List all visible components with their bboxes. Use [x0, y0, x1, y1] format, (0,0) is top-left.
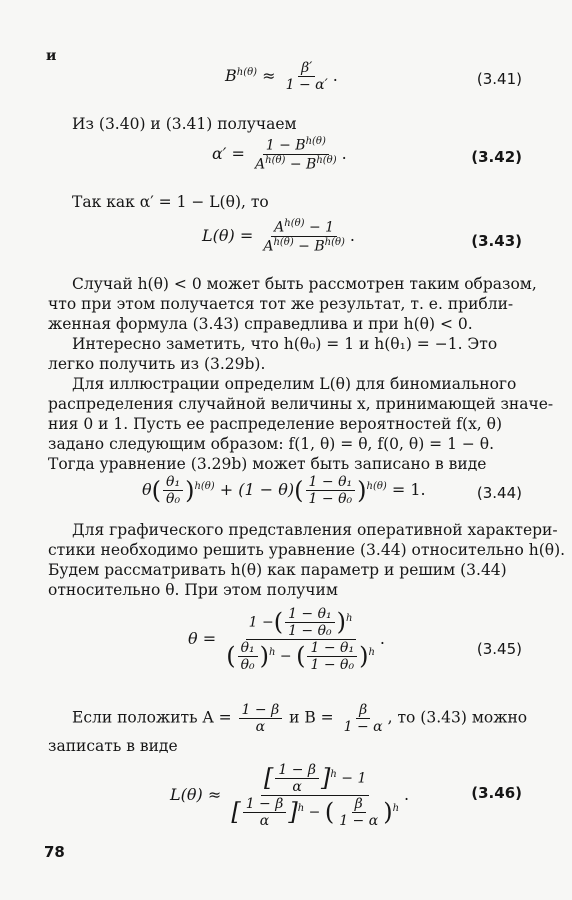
- eq344-f2-num: 1 − θ₁: [306, 474, 356, 491]
- eq342-fraction: [252, 136, 340, 173]
- p7-B-num: β: [356, 702, 370, 719]
- eq345-den-paren-close-2: ): [359, 641, 369, 670]
- eq344-fraction-2: [306, 474, 356, 507]
- eq346-num-a-den: α: [292, 779, 302, 796]
- eq346-fraction: [228, 762, 402, 829]
- eq344-rhs: = 1.: [386, 480, 426, 500]
- p7-A-den: α: [255, 719, 266, 736]
- p7-B-fraction: [341, 702, 386, 735]
- paragraph-2: Так как α′ = 1 − L(θ), то: [72, 193, 269, 211]
- paragraph-1: Из (3.40) и (3.41) получаем: [72, 115, 297, 133]
- eq345-num-sup: h: [346, 612, 353, 624]
- eq343-den-b-sup: h(θ): [324, 236, 345, 248]
- eq341-lhs: B: [225, 66, 237, 86]
- paragraph-3-line-2: что при этом получается тот же результат, т. е. прибли-: [48, 295, 514, 313]
- eq344-paren-open-2: (: [294, 476, 304, 505]
- eq343-num: [271, 218, 337, 237]
- eq346-den-paren-close: ): [383, 797, 393, 826]
- eq346-num-bracket-open: [: [263, 763, 274, 792]
- paragraph-7: [72, 702, 527, 735]
- paragraph-5-line-1: Для иллюстрации определим L(θ) для биномиального: [72, 375, 517, 393]
- eq346-lhs: L(θ) ≈: [170, 785, 222, 805]
- eq346-num-sup: h: [330, 768, 337, 780]
- eq345-dot: .: [379, 629, 385, 649]
- eq346-den-bracket-open: [: [231, 797, 241, 826]
- eq341-num: β′: [298, 60, 315, 77]
- eq346-minus: −: [304, 804, 325, 821]
- eq344-sup-1: h(θ): [194, 480, 215, 492]
- p7-A-fraction: [239, 702, 283, 735]
- eq345-num-paren-open: (: [273, 607, 284, 636]
- eq344-sup-2: h(θ): [366, 480, 387, 492]
- eq345-one: 1 −: [248, 614, 274, 631]
- eq345-g-num: θ₁: [238, 640, 258, 657]
- eq346-den: [228, 796, 402, 829]
- eq345-number: (3.45): [476, 640, 522, 658]
- paragraph-6-line-1: Для графического представления оперативной характери-: [72, 521, 558, 539]
- eq342-num: [263, 136, 329, 155]
- eq344-theta: θ: [142, 480, 152, 500]
- paragraph-5-line-2: распределения случайной величины x, принимающей значе-: [48, 395, 554, 413]
- eq343-dot: .: [349, 225, 355, 245]
- eq343-den-mid: − B: [293, 238, 325, 255]
- eq346-den-sup-2: h: [392, 803, 400, 815]
- eq346-one: − 1: [336, 770, 367, 787]
- equation-3-44: [142, 474, 426, 507]
- paragraph-5-line-4: задано следующим образом: f(1, θ) = θ, f(0, θ) = 1 − θ.: [48, 435, 495, 453]
- eq345-den-f-num: 1 − θ₁: [307, 640, 357, 657]
- eq346-den-frac-2: [336, 796, 381, 829]
- eq343-number: (3.43): [471, 232, 522, 250]
- eq342-num-sup: h(θ): [305, 136, 326, 147]
- eq344-number: (3.44): [476, 484, 522, 502]
- eq345-f-num: 1 − θ₁: [285, 606, 335, 623]
- p7-A-num: 1 − β: [239, 702, 283, 719]
- paragraph-6-line-4: относительно θ. При этом получим: [48, 581, 338, 599]
- eq342-dot: .: [341, 143, 347, 163]
- eq345-num: [246, 606, 356, 640]
- eq343-num-sup: h(θ): [284, 218, 305, 229]
- eq346-num-bracket-close: ]: [320, 763, 331, 792]
- eq345-den-paren-open-1: (: [226, 641, 236, 670]
- eq345-den-paren-open-2: (: [296, 641, 306, 670]
- eq345-den-fraction-1: [238, 640, 258, 673]
- eq344-paren-close-2: ): [357, 476, 367, 505]
- paragraph-4-line-2: легко получить из (3.29b).: [48, 355, 266, 373]
- eq341-approx: ≈: [262, 66, 276, 86]
- paragraph-5-line-3: ния 0 и 1. Пусть ее распределение вероятностей f(x, θ): [48, 415, 503, 433]
- eq345-den: [223, 640, 378, 673]
- eq344-fraction-1: [163, 474, 183, 507]
- eq342-den-b-sup: h(θ): [316, 154, 337, 166]
- eq346-num-frac: [275, 762, 319, 795]
- eq341-fraction: [283, 60, 331, 93]
- eq342-number: (3.42): [471, 148, 522, 166]
- eq345-g-den: θ₀: [240, 657, 255, 674]
- equation-3-41: [225, 60, 338, 93]
- paragraph-8: записать в виде: [48, 737, 178, 755]
- eq341-den: 1 − α′: [285, 77, 328, 94]
- eq341-lhs-sup: h(θ): [236, 66, 258, 78]
- eq344-f1-num: θ₁: [163, 474, 183, 491]
- eq343-den-a-sup: h(θ): [273, 236, 294, 248]
- p7-text-and: и B =: [284, 708, 334, 727]
- eq345-lhs: θ =: [188, 629, 217, 649]
- eq345-den-sup-2: h: [368, 647, 375, 659]
- eq346-num-a-num: 1 − β: [275, 762, 319, 779]
- p7-text-a: Если положить A =: [72, 708, 232, 727]
- eq344-f1-den: θ₀: [166, 491, 181, 508]
- eq343-den: [260, 237, 348, 255]
- eq343-lhs: L(θ) =: [202, 225, 254, 245]
- eq344-paren-close-1: ): [185, 476, 195, 505]
- eq346-num: [261, 762, 369, 796]
- eq346-den-a-den: α: [259, 813, 270, 830]
- equation-3-45: [188, 606, 385, 673]
- eq345-num-paren-close: ): [336, 607, 347, 636]
- paragraph-6-line-2: стики необходимо решить уравнение (3.44) относительно h(θ).: [48, 541, 566, 559]
- paragraph-3-line-1: Случай h(θ) < 0 может быть рассмотрен таким образом,: [72, 275, 537, 293]
- eq346-den-frac-1: [243, 796, 287, 829]
- eq342-num-text: 1 − B: [265, 137, 306, 154]
- eq344-mid: + (1 − θ): [214, 480, 295, 500]
- eq345-minus: −: [275, 648, 297, 665]
- eq345-den-fraction-2: [307, 640, 357, 673]
- equation-3-46: [170, 762, 409, 829]
- eq343-num-rest: − 1: [304, 219, 335, 236]
- eq345-fraction: [223, 606, 378, 673]
- eq341-dot: .: [332, 66, 338, 86]
- eq345-den-sup-1: h: [269, 647, 276, 659]
- eq346-den-sup-1: h: [297, 803, 305, 815]
- page-number: 78: [44, 843, 65, 861]
- eq343-den-a: A: [263, 238, 274, 255]
- eq345-num-fraction: [285, 606, 335, 639]
- paragraph-3-line-3: женная формула (3.43) справедлива и при h(θ) < 0.: [48, 315, 473, 333]
- eq346-den-paren-open: (: [324, 797, 335, 826]
- p7-text-rest: , то (3.43) можно: [387, 708, 528, 727]
- eq345-den-f-den: 1 − θ₀: [310, 657, 355, 674]
- eq342-den-a-sup: h(θ): [265, 154, 286, 166]
- eq346-den-a-num: 1 − β: [243, 796, 287, 813]
- eq346-number: (3.46): [471, 784, 522, 802]
- equation-3-42: [212, 136, 347, 173]
- paragraph-6-line-3: Будем рассматривать h(θ) как параметр и решим (3.44): [48, 561, 507, 579]
- eq342-lhs: α′ =: [212, 143, 245, 163]
- eq342-den-a: A: [255, 156, 266, 173]
- eq343-fraction: [260, 218, 348, 255]
- eq346-den-b-den: 1 − α: [339, 813, 379, 830]
- eq346-den-bracket-close: ]: [288, 797, 298, 826]
- eq346-den-b-num: β: [352, 796, 366, 813]
- eq344-paren-open-1: (: [151, 476, 162, 505]
- lead-conjunction: и: [46, 48, 57, 64]
- eq344-f2-den: 1 − θ₀: [308, 491, 353, 508]
- paragraph-5-line-5: Тогда уравнение (3.29b) может быть записано в виде: [48, 455, 487, 473]
- eq341-number: (3.41): [476, 70, 522, 88]
- equation-3-43: [202, 218, 355, 255]
- p7-B-den: 1 − α: [343, 719, 383, 736]
- eq342-den-mid: − B: [285, 156, 317, 173]
- eq343-num-a: A: [274, 219, 285, 236]
- paragraph-4-line-1: Интересно заметить, что h(θ₀) = 1 и h(θ₁) = −1. Это: [72, 335, 498, 353]
- eq345-f-den: 1 − θ₀: [288, 623, 332, 640]
- eq342-den: [252, 155, 340, 173]
- eq346-dot: .: [404, 785, 410, 805]
- eq345-den-paren-close-1: ): [259, 641, 270, 670]
